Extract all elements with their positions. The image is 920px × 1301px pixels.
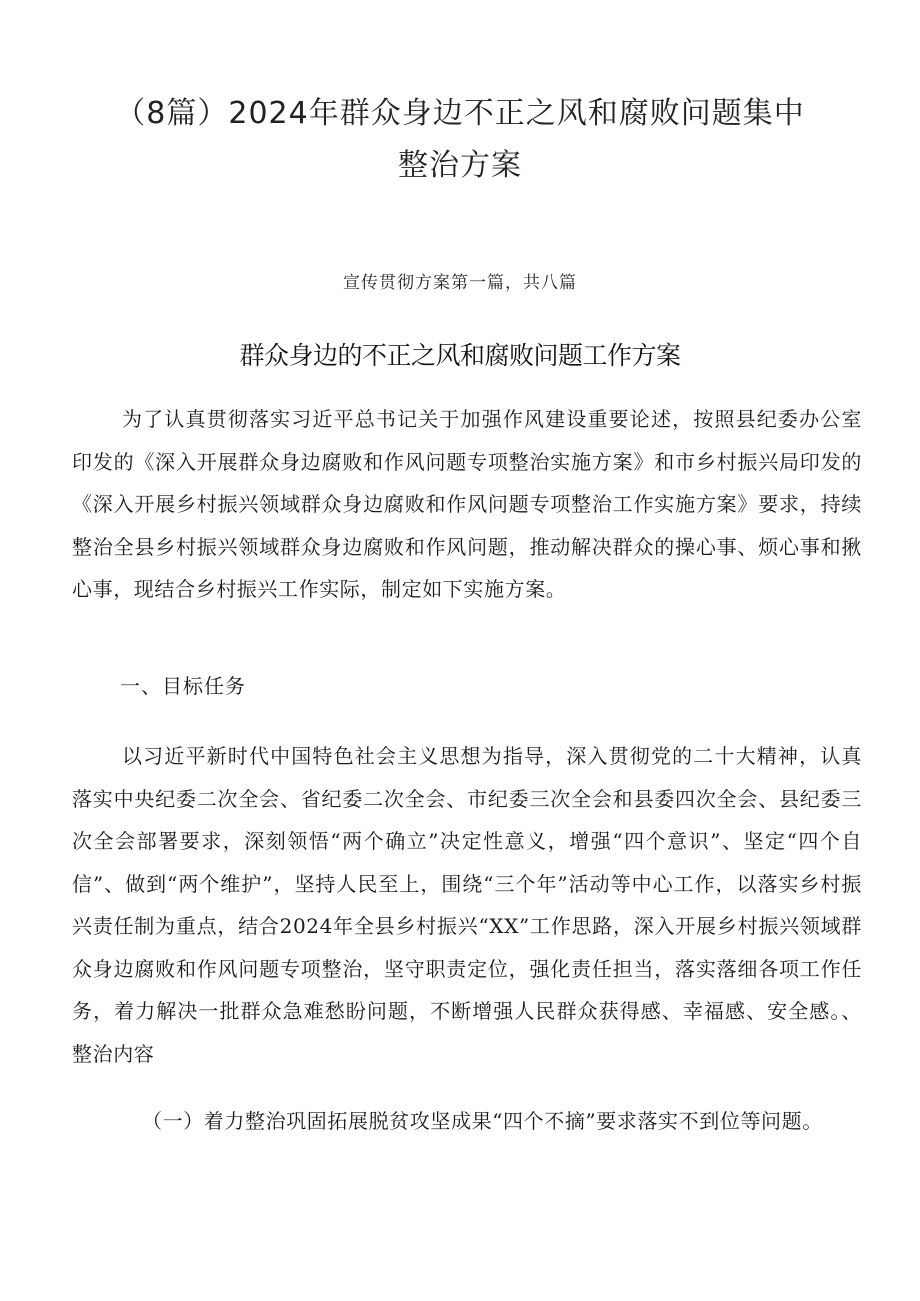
document-title	[60, 88, 860, 192]
document-title-line-1: （8篇）2024年群众身边不正之风和腐败问题集中	[115, 96, 805, 131]
section-heading: 群众身边的不正之风和腐败问题工作方案	[239, 341, 681, 370]
intro-paragraph: 为了认真贯彻落实习近平总书记关于加强作风建设重要论述，按照县纪委办公室印发的《深入开展群众身边腐败和作风问题专项整治实施方案》和市乡村振兴局印发的《深入开展乡村振兴领域群众身边腐败和作风问题专项整治工作实施方案》要求，持续整治全县乡村振兴领域群众身边腐败和作风问题，推动解决群众的操心事、烦心事和揪心事，现结合乡村振兴工作实际，制定如下实施方案。	[72, 407, 862, 601]
document-subtitle: 宣传贯彻方案第一篇，共八篇	[343, 273, 577, 293]
goal-heading: 一、目标任务	[120, 674, 246, 698]
rectification-item-1: （一）着力整治巩固拓展脱贫攻坚成果“四个不摘”要求落实不到位等问题。	[142, 1109, 823, 1133]
goal-paragraph: 以习近平新时代中国特色社会主义思想为指导，深入贯彻党的二十大精神，认真落实中央纪委二次全会、省纪委二次全会、市纪委三次全会和县委四次全会、县纪委三次全会部署要求，深刻领悟“两个确立”决定性意义，增强“四个意识”、坚定“四个自信”、做到“两个维护”，坚持人民至上，围绕“三个年”活动等中心工作，以落实乡村振兴责任制为重点，结合2024年全县乡村振兴“XX”工作思路，深入开展乡村振兴领域群众身边腐败和作风问题专项整治，坚守职责定位，强化责任担当，落实落细各项工作任务，着力解决一批群众急难愁盼问题，不断增强人民群众获得感、幸福感、安全感。、整治内容	[72, 744, 862, 1066]
document-title-line-2: 整治方案	[398, 148, 522, 183]
